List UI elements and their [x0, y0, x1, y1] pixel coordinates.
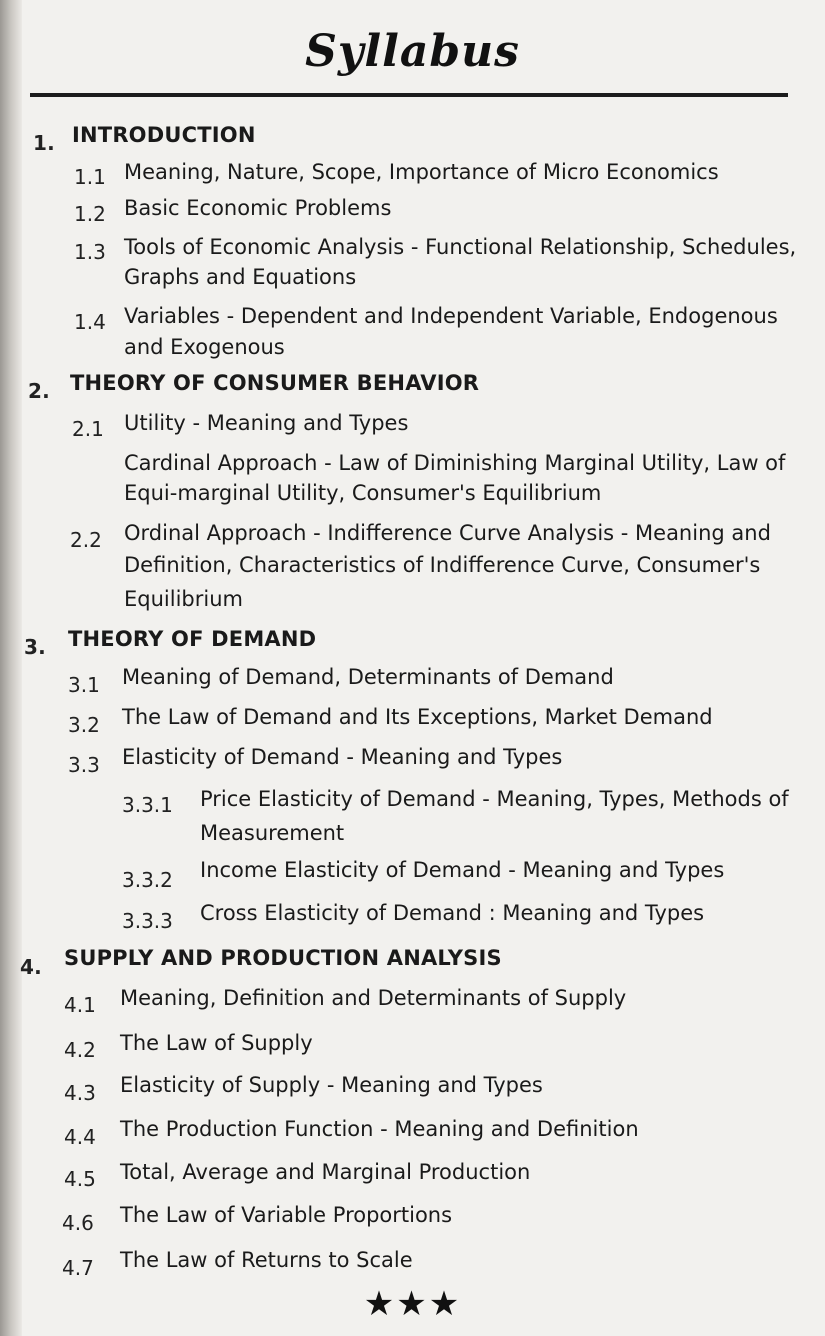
item-text: Equi-marginal Utility, Consumer's Equilibrium	[124, 481, 602, 505]
item-text: The Law of Supply	[120, 1031, 313, 1055]
item-number: 4.2	[64, 1038, 96, 1062]
item-number: 3.3.1	[122, 793, 173, 817]
item-text: Graphs and Equations	[124, 265, 357, 289]
item-number: 4.6	[62, 1211, 94, 1235]
item-text: Definition, Characteristics of Indifference Curve, Consumer's	[124, 553, 761, 577]
item-number: 2.1	[72, 417, 104, 441]
item-number: 1.4	[74, 310, 106, 334]
section-number: 4.	[20, 955, 42, 979]
item-number: 3.2	[68, 713, 100, 737]
item-text: Cross Elasticity of Demand : Meaning and Types	[200, 901, 705, 925]
item-number: 3.1	[68, 673, 100, 697]
item-text: Elasticity of Demand - Meaning and Types	[122, 745, 563, 769]
item-text: Tools of Economic Analysis - Functional Relationship, Schedules,	[124, 235, 797, 259]
section-title: SUPPLY AND PRODUCTION ANALYSIS	[64, 946, 502, 970]
item-text: The Law of Variable Proportions	[120, 1203, 453, 1227]
item-text: Income Elasticity of Demand - Meaning and Types	[200, 858, 725, 882]
item-text: Total, Average and Marginal Production	[120, 1160, 531, 1184]
item-text: Ordinal Approach - Indifference Curve Analysis - Meaning and	[124, 521, 771, 545]
item-number: 1.2	[74, 202, 106, 226]
item-text: Meaning, Nature, Scope, Importance of Micro Economics	[124, 160, 719, 184]
item-text: Variables - Dependent and Independent Variable, Endogenous	[124, 304, 778, 328]
item-text: Cardinal Approach - Law of Diminishing Marginal Utility, Law of	[124, 451, 786, 475]
item-text: Elasticity of Supply - Meaning and Types	[120, 1073, 543, 1097]
item-number: 3.3	[68, 753, 100, 777]
item-text: The Law of Demand and Its Exceptions, Market Demand	[122, 705, 713, 729]
item-text: and Exogenous	[124, 335, 285, 359]
item-number: 4.3	[64, 1081, 96, 1105]
item-text: Equilibrium	[124, 587, 243, 611]
item-text: The Law of Returns to Scale	[120, 1248, 413, 1272]
section-title: THEORY OF DEMAND	[68, 627, 317, 651]
section-title: INTRODUCTION	[72, 123, 256, 147]
item-text: The Production Function - Meaning and Definition	[120, 1117, 639, 1141]
item-number: 3.3.2	[122, 868, 173, 892]
page-title: Syllabus	[305, 26, 520, 77]
item-number: 4.7	[62, 1256, 94, 1280]
section-title: THEORY OF CONSUMER BEHAVIOR	[70, 371, 480, 395]
section-number: 3.	[24, 635, 46, 659]
item-text: Measurement	[200, 821, 345, 845]
item-number: 4.4	[64, 1125, 96, 1149]
item-number: 4.5	[64, 1167, 96, 1191]
item-text: Meaning of Demand, Determinants of Demand	[122, 665, 614, 689]
item-text: Basic Economic Problems	[124, 196, 392, 220]
item-number: 1.3	[74, 240, 106, 264]
item-number: 4.1	[64, 993, 96, 1017]
section-number: 1.	[33, 131, 55, 155]
title-rule	[30, 93, 788, 97]
section-number: 2.	[28, 379, 50, 403]
item-number: 1.1	[74, 165, 106, 189]
item-text: Price Elasticity of Demand - Meaning, Types, Methods of	[200, 787, 789, 811]
item-text: Meaning, Definition and Determinants of Supply	[120, 986, 627, 1010]
item-number: 2.2	[70, 528, 102, 552]
book-spine-shadow	[0, 0, 22, 1336]
item-text: Utility - Meaning and Types	[124, 411, 409, 435]
item-number: 3.3.3	[122, 909, 173, 933]
end-stars: ★★★	[363, 1284, 462, 1324]
